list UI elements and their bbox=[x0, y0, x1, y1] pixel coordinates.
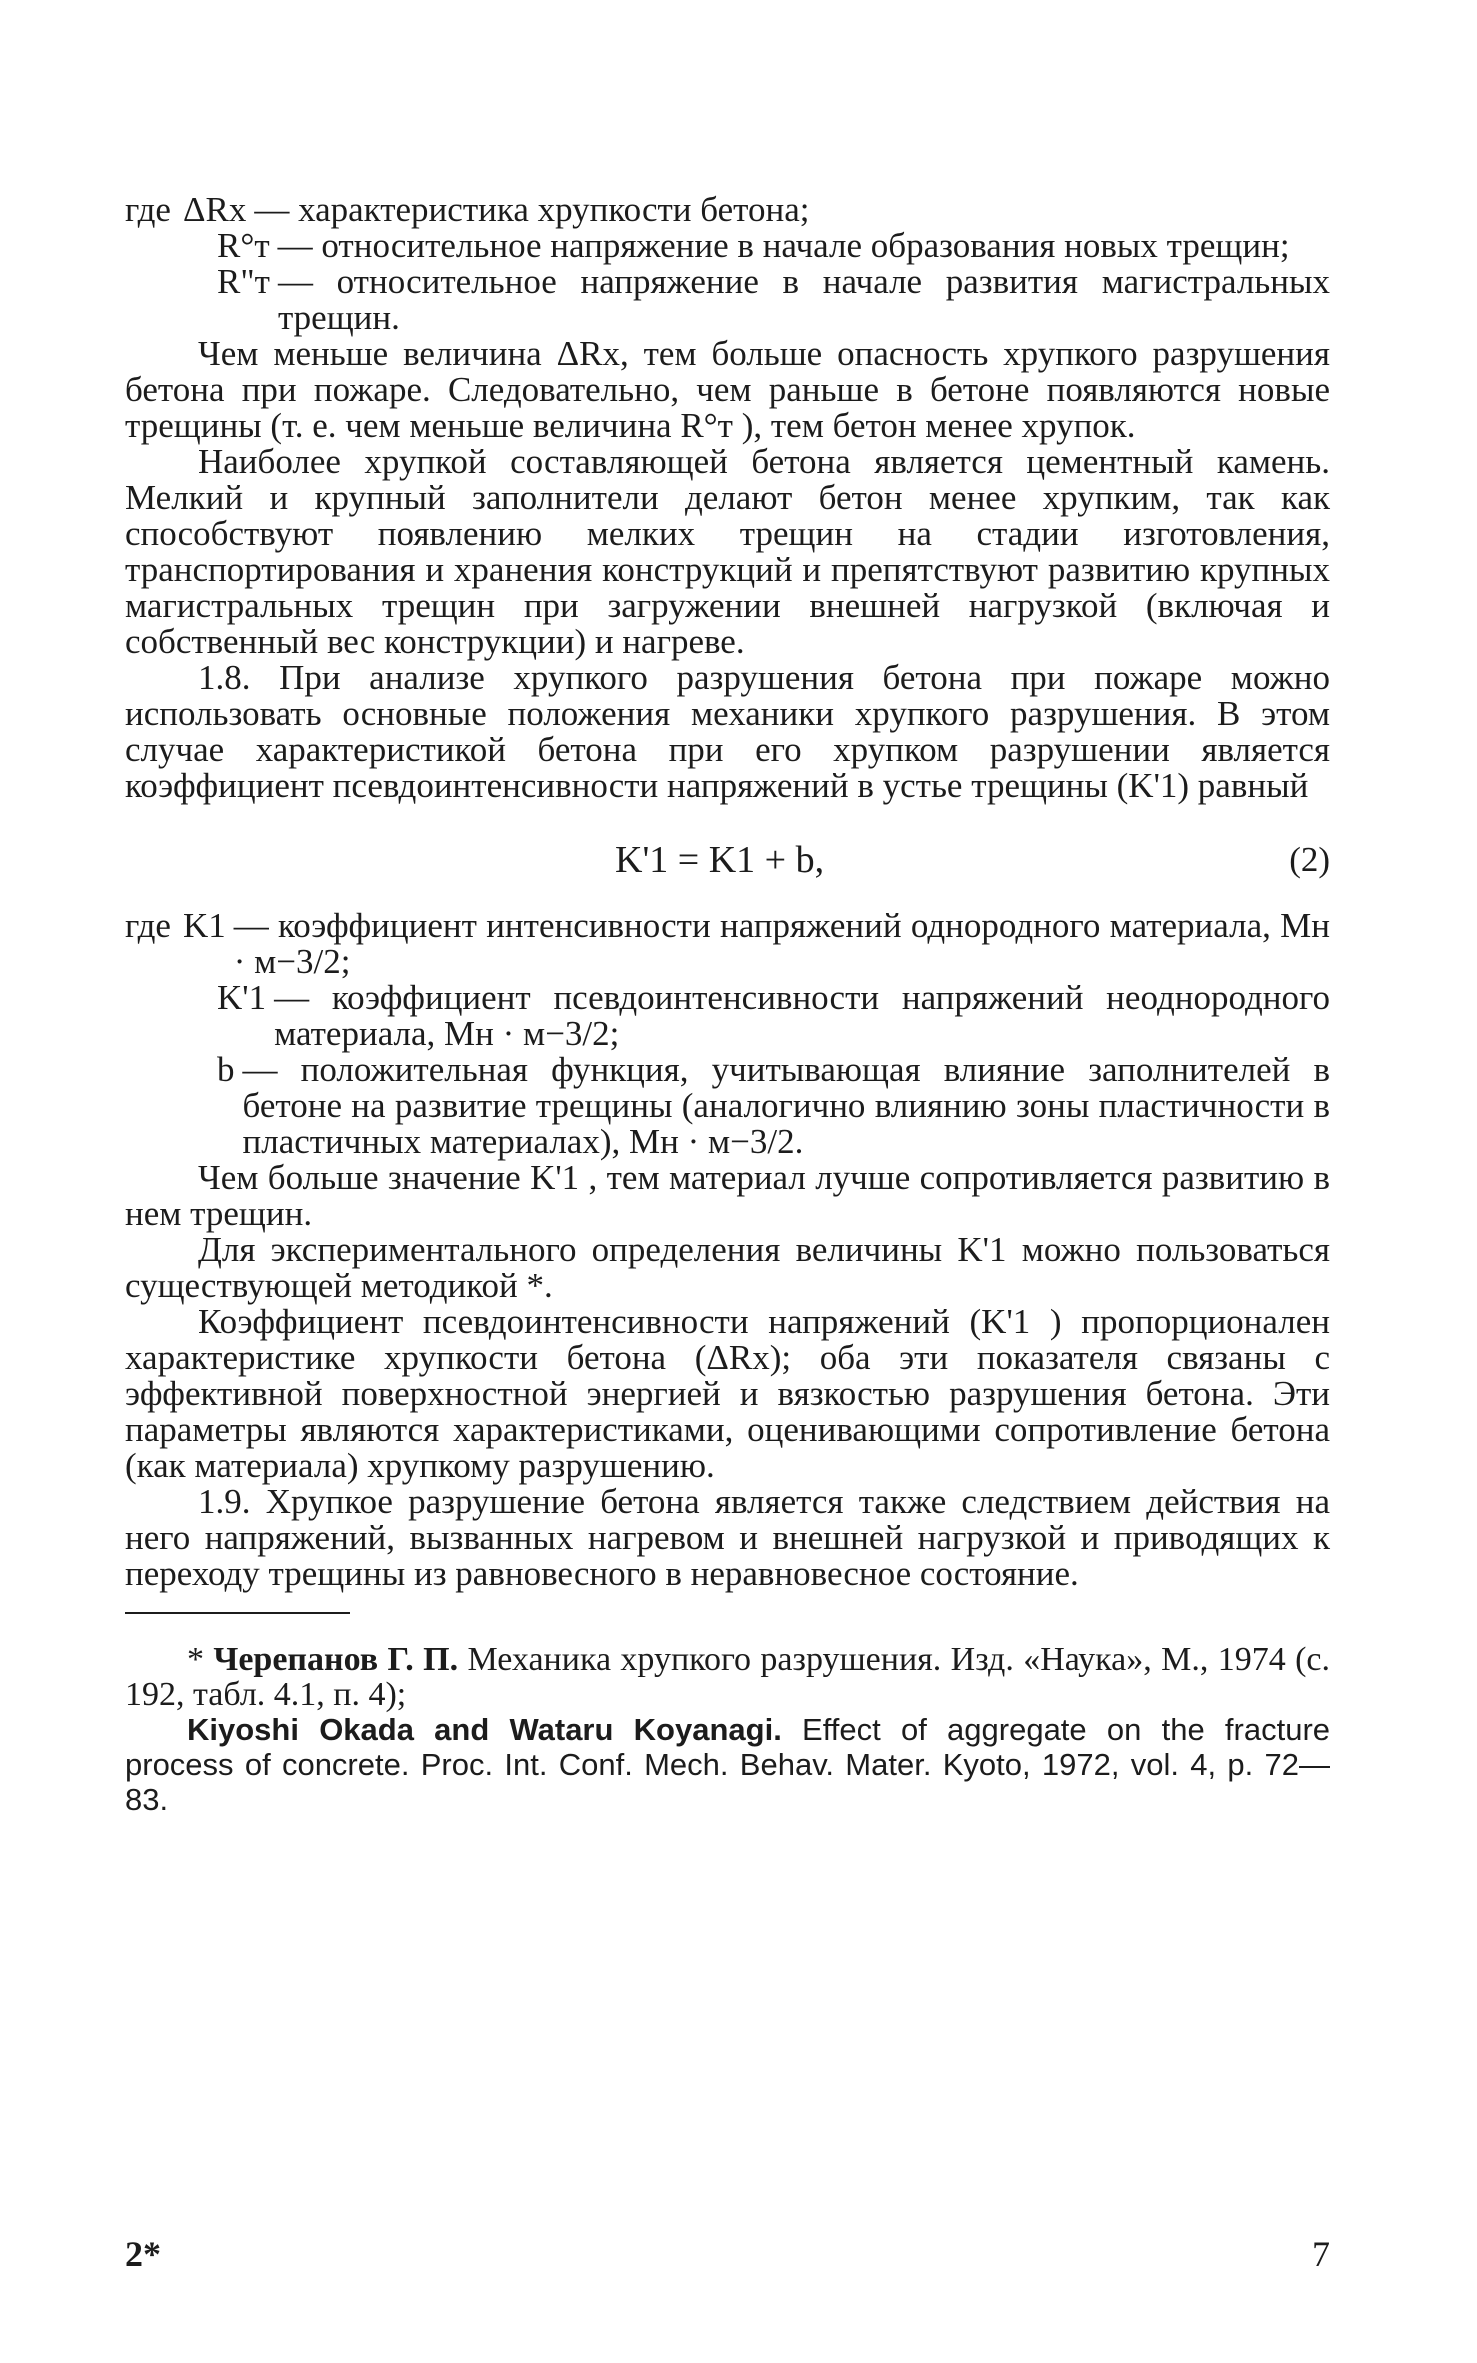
definition-lead: где bbox=[125, 190, 171, 229]
definition-row bbox=[125, 980, 1330, 1052]
definition-text: — положительная функция, учитывающая влияние заполнителей в бетоне на развитие трещины (аналогично влиянию зоны пластичности в пластичных материалах), Мн · м−3/2. bbox=[242, 1050, 1330, 1161]
definition-symbol: R°т bbox=[217, 226, 270, 265]
page-number: 7 bbox=[1312, 2234, 1330, 2274]
definition-row bbox=[125, 908, 1330, 980]
definition-symbol: b bbox=[217, 1050, 235, 1089]
definitions-top bbox=[125, 192, 1330, 336]
definition-text: — коэффициент интенсивности напряжений однородного материала, Мн · м−3/2; bbox=[233, 906, 1330, 981]
paragraph: Коэффициент псевдоинтенсивности напряжений (K'1 ) пропорционален характеристике хрупкости бетона (ΔRx); оба эти показателя связаны с эффективной поверхностной энергией и вязкостью разрушения бетона. Эти параметры являются характеристиками, оценивающими сопротивление бетона (как материала) хрупкому разрушению. bbox=[125, 1302, 1330, 1485]
definition-text: — коэффициент псевдоинтенсивности напряжений неоднородного материала, Мн · м−3/2; bbox=[274, 978, 1330, 1053]
paragraph: Наиболее хрупкой составляющей бетона является цементный камень. Мелкий и крупный заполнители делают бетон менее хрупким, так как способствуют появлению мелких трещин на стадии изготовления, транспортирования и хранения конструкций и препятствуют развитию крупных магистральных трещин при загружении внешней нагрузкой (включая и собственный вес конструкции) и нагреве. bbox=[125, 442, 1330, 661]
paragraph-section-1-9: 1.9. Хрупкое разрушение бетона является также следствием действия на него напряжений, вызванных нагревом и внешней нагрузкой и приводящих к переходу трещины из равновесного в неравновесное состояние. bbox=[125, 1482, 1330, 1593]
document-page bbox=[125, 192, 1330, 1817]
paragraph: Чем меньше величина ΔRx, тем больше опасность хрупкого разрушения бетона при пожаре. Следовательно, чем раньше в бетоне появляются новые трещины (т. е. чем меньше величина R°т ), тем бетон менее хрупок. bbox=[125, 334, 1330, 445]
paragraph-section-1-8: 1.8. При анализе хрупкого разрушения бетона при пожаре можно использовать основные положения механики хрупкого разрушения. В этом случае характеристикой бетона при его хрупком разрушении является коэффициент псевдоинтенсивности напряжений в устье трещины (K'1) равный bbox=[125, 658, 1330, 805]
footnote-text: Effect of aggregate on the fracture process of concrete. Proc. Int. Conf. Mech. Behav. Mater. Kyoto, 1972, vol. 4, p. 72—83. bbox=[125, 1712, 1331, 1817]
signature-mark: 2* bbox=[125, 2234, 161, 2274]
footnote-author: Kiyoshi Okada and Wataru Koyanagi. bbox=[187, 1712, 782, 1747]
definition-symbol: K1 bbox=[182, 906, 226, 945]
definition-symbol: ΔRx bbox=[182, 190, 247, 229]
definition-row bbox=[125, 264, 1330, 336]
formula-2 bbox=[125, 832, 1330, 894]
definitions-bottom bbox=[125, 908, 1330, 1160]
formula-number: (2) bbox=[1289, 840, 1330, 879]
definition-row bbox=[125, 192, 1330, 228]
footnote-mark: * bbox=[187, 1641, 204, 1678]
definition-text: — относительное напряжение в начале образования новых трещин; bbox=[277, 226, 1290, 265]
definition-row bbox=[125, 228, 1330, 264]
footnote-author: Черепанов Г. П. bbox=[213, 1641, 459, 1678]
footnote-divider bbox=[125, 1612, 350, 1614]
footnote bbox=[125, 1642, 1330, 1712]
definition-symbol: R"т bbox=[217, 262, 270, 301]
definition-symbol: K'1 bbox=[217, 978, 267, 1017]
formula-body: K'1 = K1 + b, bbox=[615, 839, 825, 881]
definition-text: — характеристика хрупкости бетона; bbox=[254, 190, 810, 229]
footnote-text: Механика хрупкого разрушения. Изд. «Наука», М., 1974 (с. 192, табл. 4.1, п. 4); bbox=[125, 1641, 1330, 1713]
definition-lead: где bbox=[125, 906, 171, 945]
paragraph: Чем больше значение K'1 , тем материал лучше сопротивляется развитию в нем трещин. bbox=[125, 1158, 1330, 1233]
definition-text: — относительное напряжение в начале развития магистральных трещин. bbox=[277, 262, 1330, 337]
footnotes bbox=[125, 1642, 1330, 1817]
paragraph: Для экспериментального определения величины K'1 можно пользоваться существующей методикой *. bbox=[125, 1230, 1330, 1305]
definition-row bbox=[125, 1052, 1330, 1160]
footnote bbox=[125, 1712, 1330, 1817]
